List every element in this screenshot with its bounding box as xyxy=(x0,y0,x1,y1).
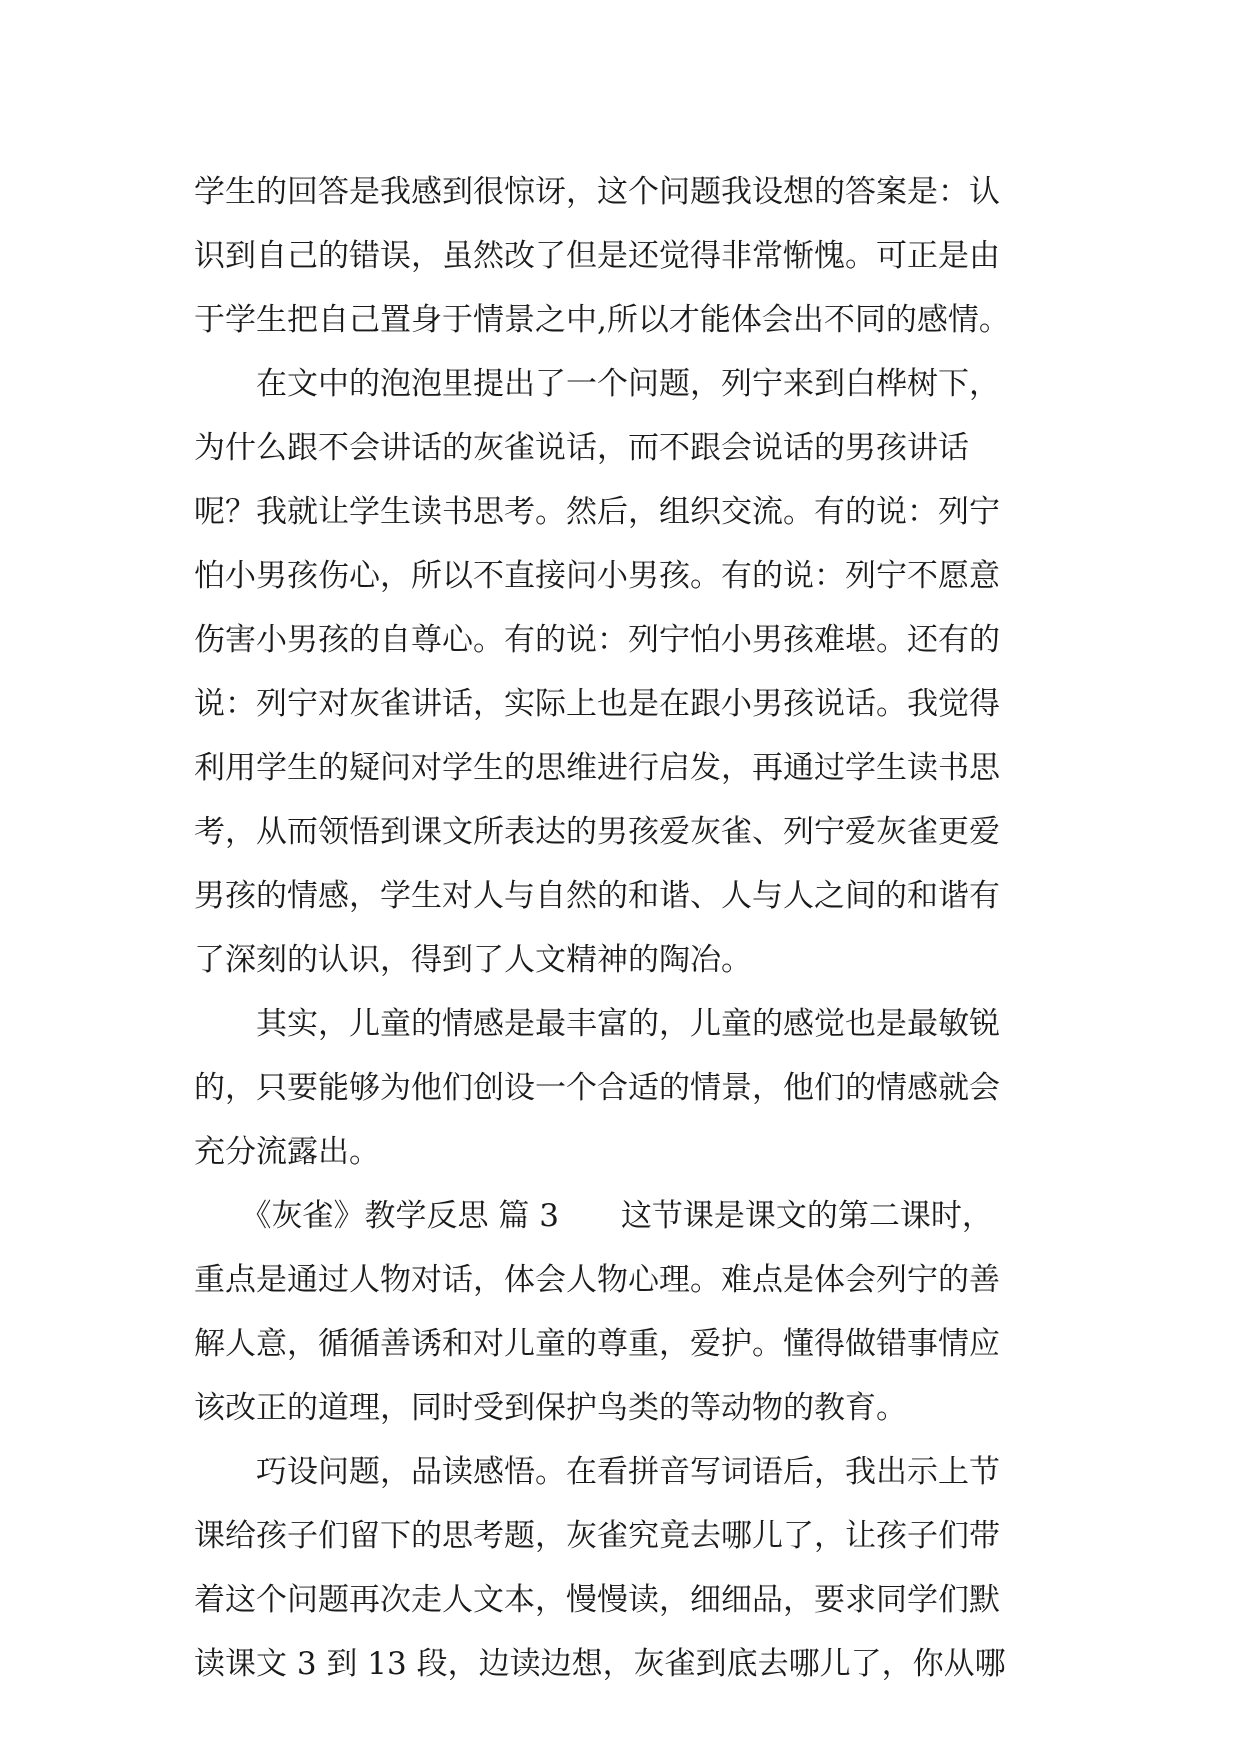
text-line: 了深刻的认识，得到了人文精神的陶冶。 xyxy=(194,942,752,978)
document-body xyxy=(194,160,1074,1696)
text-line: 巧设问题，品读感悟。在看拼音写词语后，我出示上节 xyxy=(194,1454,1000,1490)
text-line: 课给孩子们留下的思考题，灰雀究竟去哪儿了，让孩子们带 xyxy=(194,1518,1000,1554)
text-line: 为什么跟不会讲话的灰雀说话，而不跟会说话的男孩讲话 xyxy=(194,430,969,466)
text-line: 于学生把自己置身于情景之中,所以才能体会出不同的感情。 xyxy=(194,302,1010,338)
text-line: 说：列宁对灰雀讲话，实际上也是在跟小男孩说话。我觉得 xyxy=(194,686,1000,722)
text-line: 充分流露出。 xyxy=(194,1134,380,1170)
text-line: 重点是通过人物对话，体会人物心理。难点是体会列宁的善 xyxy=(194,1262,1000,1298)
text-line: 男孩的情感，学生对人与自然的和谐、人与人之间的和谐有 xyxy=(194,878,1000,914)
text-line: 怕小男孩伤心，所以不直接问小男孩。有的说：列宁不愿意 xyxy=(194,558,1000,594)
text-line: 的，只要能够为他们创设一个合适的情景，他们的情感就会 xyxy=(194,1070,1000,1106)
text-line: 读课文 3 到 13 段，边读边想，灰雀到底去哪儿了，你从哪 xyxy=(194,1646,1006,1682)
text-line: 伤害小男孩的自尊心。有的说：列宁怕小男孩难堪。还有的 xyxy=(194,622,1000,658)
text-line: 学生的回答是我感到很惊讶，这个问题我设想的答案是：认 xyxy=(194,174,1000,210)
paragraph xyxy=(194,160,1074,352)
text-line: 《灰雀》教学反思 篇 3 这节课是课文的第二课时， xyxy=(194,1198,993,1234)
text-line: 解人意，循循善诱和对儿童的尊重，爱护。懂得做错事情应 xyxy=(194,1326,1000,1362)
paragraph xyxy=(194,352,1074,992)
text-line: 识到自己的错误，虽然改了但是还觉得非常惭愧。可正是由 xyxy=(194,238,1000,274)
paragraph xyxy=(194,992,1074,1184)
text-line: 呢？我就让学生读书思考。然后，组织交流。有的说：列宁 xyxy=(194,494,1000,530)
paragraph xyxy=(194,1184,1074,1440)
text-line: 考，从而领悟到课文所表达的男孩爱灰雀、列宁爱灰雀更爱 xyxy=(194,814,1000,850)
text-line: 在文中的泡泡里提出了一个问题，列宁来到白桦树下， xyxy=(194,366,1000,402)
text-line: 利用学生的疑问对学生的思维进行启发，再通过学生读书思 xyxy=(194,750,1000,786)
text-line: 其实，儿童的情感是最丰富的，儿童的感觉也是最敏锐 xyxy=(194,1006,1000,1042)
paragraph xyxy=(194,1440,1074,1696)
text-line: 该改正的道理，同时受到保护鸟类的等动物的教育。 xyxy=(194,1390,907,1426)
text-line: 着这个问题再次走人文本，慢慢读，细细品，要求同学们默 xyxy=(194,1582,1000,1618)
